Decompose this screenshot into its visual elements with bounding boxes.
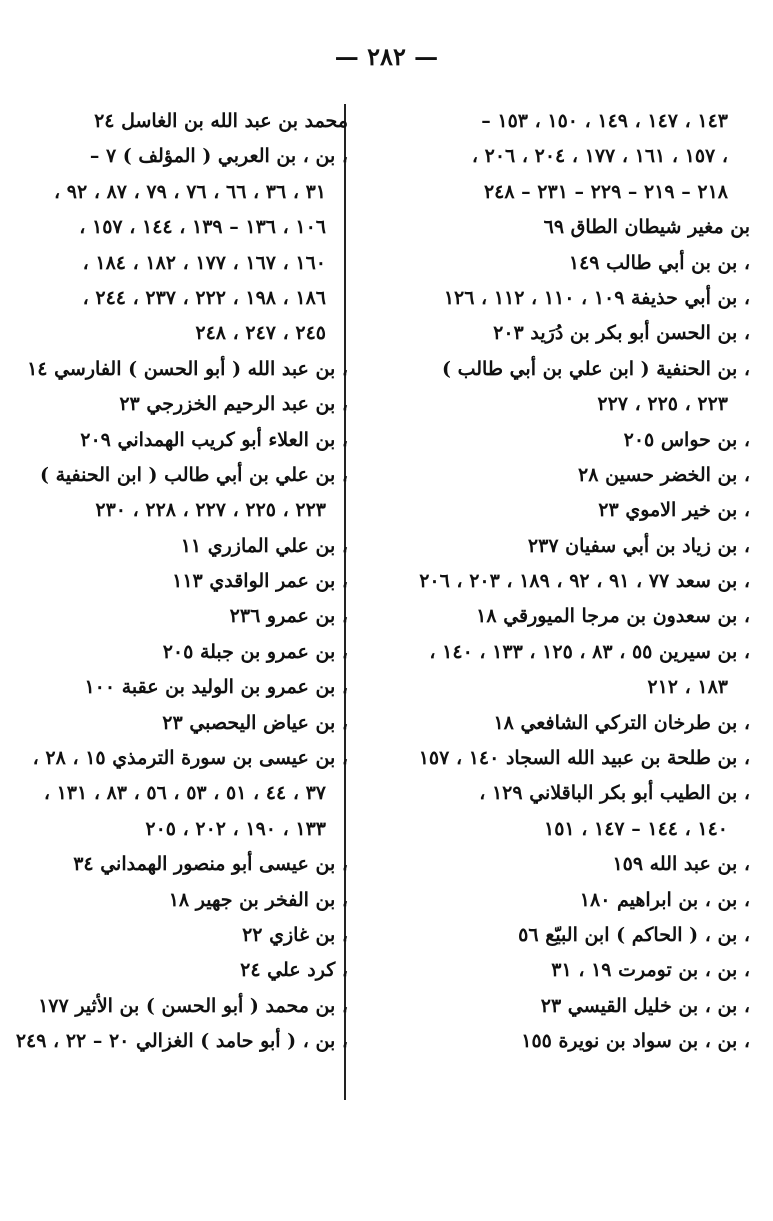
index-entry-line: ، بن غازي ٢٢	[242, 923, 348, 946]
index-entry-line: ١٣٣ ، ١٩٠ ، ٢٠٢ ، ٢٠٥	[145, 817, 326, 840]
index-entry-line: ، بن عمر الواقدي ١١٣	[172, 570, 348, 593]
index-entry-line: ، بن سعد ٧٧ ، ٩١ ، ٩٢ ، ١٨٩ ، ٢٠٣ ، ٢٠٦	[419, 570, 750, 593]
index-entry-line: ١٦٠ ، ١٦٧ ، ١٧٧ ، ١٨٢ ، ١٨٤ ،	[82, 251, 326, 274]
index-entry-line: ، بن العلاء أبو كريب الهمداني ٢٠٩	[80, 428, 348, 451]
index-entry-line: ، بن سيرين ٥٥ ، ٨٣ ، ١٢٥ ، ١٣٣ ، ١٤٠ ،	[429, 640, 750, 663]
index-entry-line: ١٤٣ ، ١٤٧ ، ١٤٩ ، ١٥٠ ، ١٥٣ –	[481, 110, 728, 132]
index-column-right	[352, 104, 750, 1060]
index-entry-line: ، بن طلحة بن عبيد الله السجاد ١٤٠ ، ١٥٧	[418, 747, 750, 770]
index-entry-line: بن مغير شيطان الطاق ٦٩	[543, 216, 750, 239]
index-entry-line: ، بن عمرو بن الوليد بن عقبة ١٠٠	[84, 676, 348, 699]
index-entry-line: ، بن ، ( الحاكم ) ابن البيّع ٥٦	[518, 923, 750, 946]
index-entry-line: ، بن خير الاموي ٢٣	[598, 499, 750, 522]
index-entry-line: ، بن ، بن سواد بن نويرة ١٥٥	[521, 1030, 750, 1053]
index-entry-line: ، بن أبي حذيفة ١٠٩ ، ١١٠ ، ١١٢ ، ١٢٦	[443, 286, 750, 309]
index-entry-line: ، بن الحسن أبو بكر بن دُرَيد ٢٠٣	[493, 322, 750, 345]
index-column-left	[12, 104, 348, 1060]
index-entry-line: ٢٢٣ ، ٢٢٥ ، ٢٢٧ ، ٢٢٨ ، ٢٣٠	[95, 499, 326, 522]
index-entry-line: ١٨٣ ، ٢١٢	[647, 676, 728, 699]
index-entry-line: ٢٤٥ ، ٢٤٧ ، ٢٤٨	[195, 322, 326, 345]
index-entry-line: ٣٧ ، ٤٤ ، ٥١ ، ٥٣ ، ٥٦ ، ٨٣ ، ١٣١ ،	[43, 782, 326, 805]
index-entry-line: ، بن محمد ( أبو الحسن ) بن الأثير ١٧٧	[38, 994, 348, 1017]
page-number: — ٢٨٢ —	[334, 42, 439, 71]
index-entry-line: ٣١ ، ٣٦ ، ٦٦ ، ٧٦ ، ٧٩ ، ٨٧ ، ٩٢ ،	[54, 180, 326, 203]
index-entry-line: ١٠٦ ، ١٣٦ – ١٣٩ ، ١٤٤ ، ١٥٧ ،	[79, 216, 326, 239]
index-entry-line: ، بن علي المازري ١١	[180, 534, 348, 557]
index-entry-line: ، بن عمرو ٢٣٦	[229, 605, 348, 628]
index-entry-line: ، بن الطيب أبو بكر الباقلاني ١٢٩ ،	[479, 782, 750, 805]
index-entry-line: ، ١٥٧ ، ١٦١ ، ١٧٧ ، ٢٠٤ ، ٢٠٦ ،	[471, 145, 728, 168]
index-entry-line: ، بن ، بن خليل القيسي ٢٣	[540, 994, 750, 1017]
index-entry-line: ، بن عبد الله ( أبو الحسن ) الفارسي ١٤	[27, 357, 348, 380]
index-entry-line: محمد بن عبد الله بن الغاسل ٢٤	[94, 110, 348, 132]
index-entry-line: ، بن عياض اليحصبي ٢٣	[162, 711, 348, 734]
index-entry-line: ، بن طرخان التركي الشافعي ١٨	[493, 711, 750, 734]
index-entry-line: ، بن عبد الله ١٥٩	[612, 853, 750, 876]
index-entry-line: ، كرد علي ٢٤	[240, 959, 348, 982]
index-entry-line: ، بن عيسى أبو منصور الهمداني ٣٤	[73, 853, 348, 876]
index-entry-line: ، بن ، بن ابراهيم ١٨٠	[579, 888, 750, 911]
index-entry-line: ، بن بن أبي طالب ١٤٩	[568, 251, 750, 274]
index-entry-line: ٢١٨ – ٢١٩ – ٢٢٩ – ٢٣١ – ٢٤٨	[483, 180, 728, 203]
index-entry-line: ، بن حواس ٢٠٥	[623, 428, 750, 451]
index-entry-line: ٢٢٣ ، ٢٢٥ ، ٢٢٧	[597, 393, 728, 416]
index-entry-line: ، بن عيسى بن سورة الترمذي ١٥ ، ٢٨ ،	[32, 747, 348, 770]
index-entry-line: ، بن ، ( أبو حامد ) الغزالي ٢٠ – ٢٢ ، ٢٤٩	[15, 1030, 348, 1053]
index-entry-line: ، بن الحنفية ( ابن علي بن أبي طالب )	[442, 357, 750, 380]
index-entry-line: ، بن عبد الرحيم الخزرجي ٢٣	[119, 393, 348, 416]
index-entry-line: ، بن ، بن العربي ( المؤلف ) ٧ –	[89, 145, 348, 168]
index-entry-line: ، بن سعدون بن مرجا الميورقي ١٨	[476, 605, 750, 628]
index-entry-line: ، بن عمرو بن جبلة ٢٠٥	[162, 640, 348, 663]
index-entry-line: ، بن الفخر بن جهير ١٨	[168, 888, 348, 911]
index-entry-line: ١٤٠ ، ١٤٤ – ١٤٧ ، ١٥١	[544, 817, 728, 840]
index-entry-line: ، بن ، بن تومرت ١٩ ، ٣١	[551, 959, 750, 982]
index-entry-line: ، بن زياد بن أبي سفيان ٢٣٧	[527, 534, 750, 557]
index-entry-line: ، بن الخضر حسين ٢٨	[578, 463, 750, 486]
index-entry-line: ، بن علي بن أبي طالب ( ابن الحنفية )	[40, 463, 348, 486]
index-entry-line: ١٨٦ ، ١٩٨ ، ٢٢٢ ، ٢٣٧ ، ٢٤٤ ،	[82, 286, 326, 309]
